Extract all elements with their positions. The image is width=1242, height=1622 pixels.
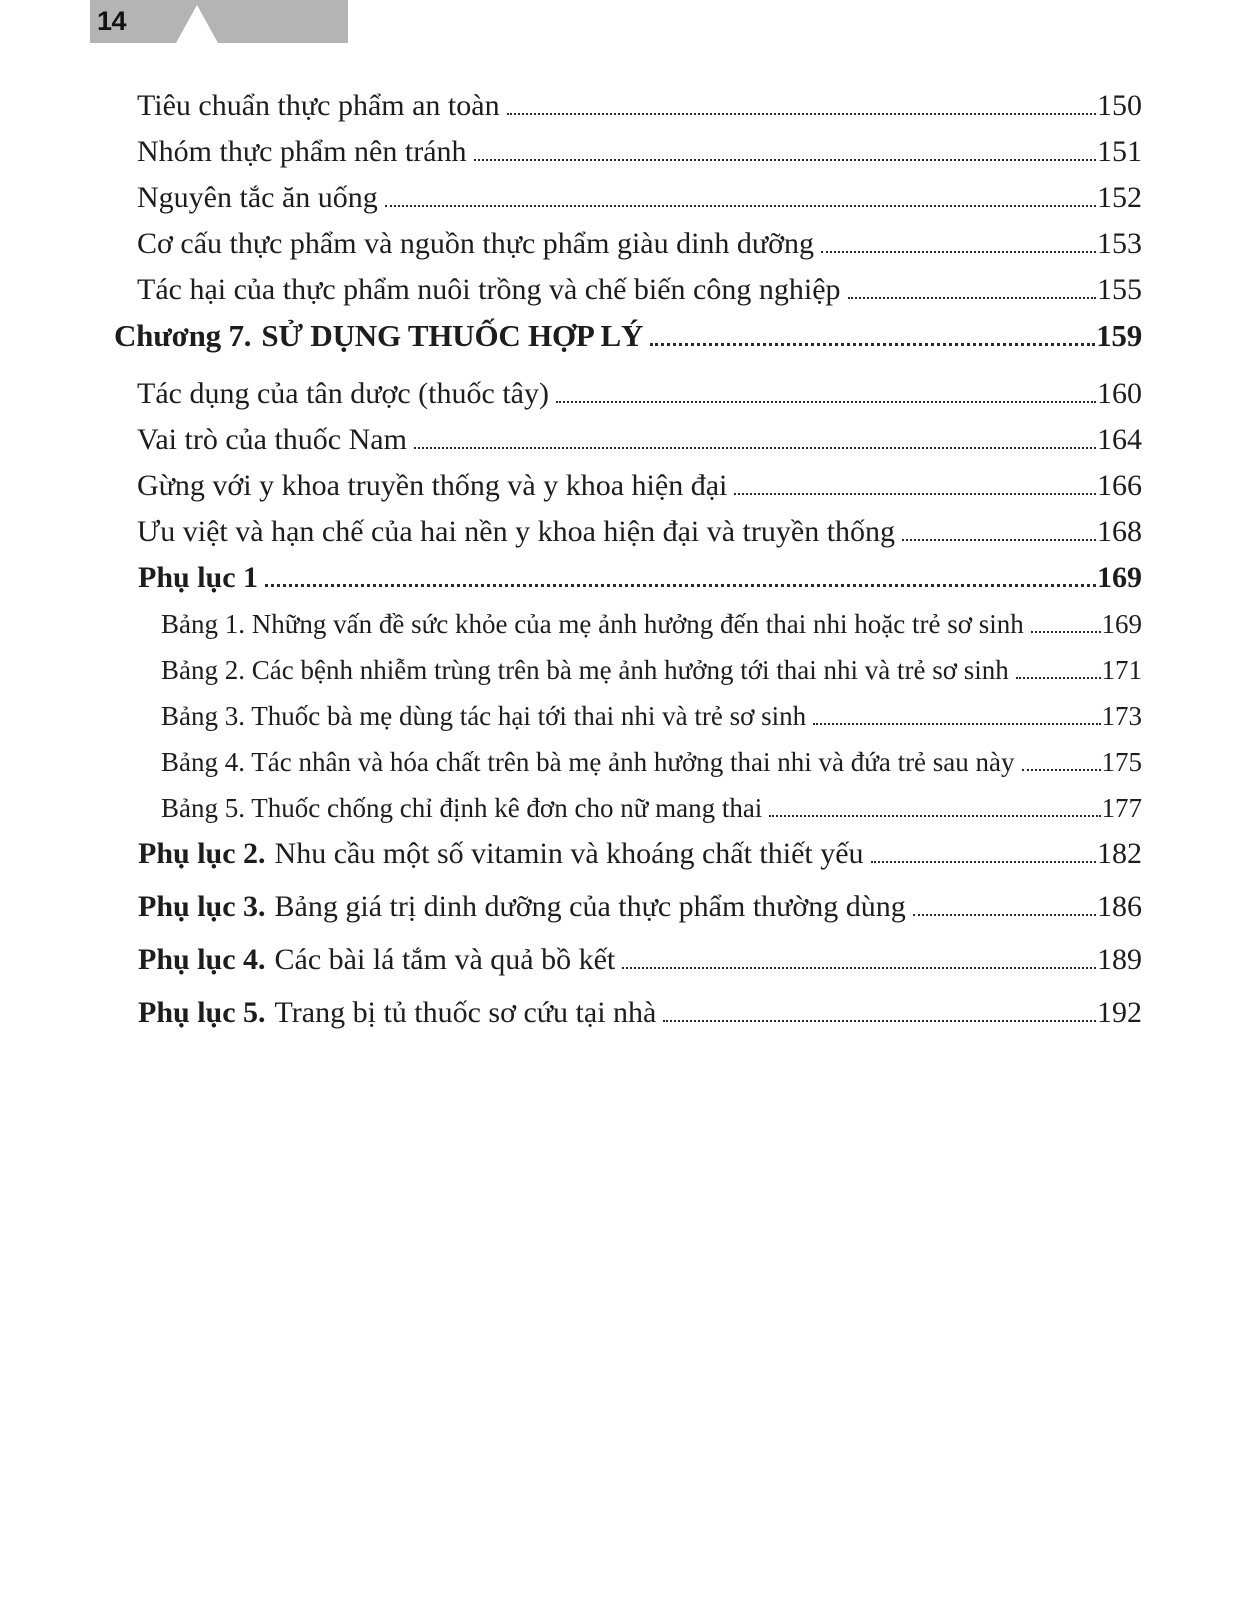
toc-entry-prefix: Phụ lục 5. [138,996,266,1029]
toc-entry-label: Ưu việt và hạn chế của hai nền y khoa hiện đại và truyền thống [137,515,896,548]
toc-entry-page: 151 [1097,135,1142,168]
dot-leader [1022,769,1101,771]
toc-entry-prefix: Chương 7. [114,318,252,353]
toc-entry-prefix: Phụ lục 4. [138,943,266,976]
dot-leader [871,861,1096,863]
toc-entry-label: Bảng 4. Tác nhân và hóa chất trên bà mẹ ảnh hưởng thai nhi và đứa trẻ sau này [161,747,1015,777]
toc-entry-page: 159 [1096,318,1142,353]
page-header-bar [90,0,348,43]
toc-entry [138,891,1142,923]
toc-entry [137,274,1142,306]
toc-entry [137,424,1142,456]
toc-entry-page: 175 [1101,747,1142,777]
toc-entry-label: Gừng với y khoa truyền thống và y khoa hiện đại [137,469,728,502]
toc-entry [114,320,1142,352]
dot-leader [1031,631,1101,633]
toc-entry-page: 152 [1097,181,1142,214]
toc-entry-page: 177 [1101,793,1142,823]
toc-entry [138,944,1142,976]
dot-leader [848,297,1096,299]
toc-entry-page: 164 [1097,423,1142,456]
toc-entry-prefix: Phụ lục 1 [138,561,259,594]
toc-entry-prefix: Phụ lục 3. [138,890,266,923]
toc-entry [161,654,1142,686]
dot-leader [622,967,1096,969]
toc-entry-prefix: Phụ lục 2. [138,837,266,870]
dot-leader [813,723,1100,725]
dot-leader [769,815,1100,817]
toc-entry-label: Tiêu chuẩn thực phẩm an toàn [137,89,500,122]
dot-leader [650,343,1095,346]
dot-leader [474,159,1096,161]
toc-entry-label: Các bài lá tắm và quả bồ kết [274,943,616,976]
dot-leader [507,113,1096,115]
toc-entry-page: 168 [1097,515,1142,548]
toc-entry-label: Trang bị tủ thuốc sơ cứu tại nhà [274,996,657,1029]
toc-entry [137,90,1142,122]
toc-entry-page: 171 [1101,655,1142,685]
toc-entry-label: Bảng 2. Các bệnh nhiễm trùng trên bà mẹ ảnh hưởng tới thai nhi và trẻ sơ sinh [161,655,1009,685]
toc-entry [161,792,1142,824]
dot-leader [734,493,1096,495]
toc-entry [137,228,1142,260]
toc-entry-page: 160 [1097,377,1142,410]
toc-entry-page: 153 [1097,227,1142,260]
header-notch-icon [176,5,218,43]
toc-entry [137,136,1142,168]
page-number: 14 [97,6,127,36]
toc-entry-label: Tác hại của thực phẩm nuôi trồng và chế biến công nghiệp [137,273,841,306]
dot-leader [414,447,1096,449]
toc-entry [138,838,1142,870]
toc-entry-page: 150 [1097,89,1142,122]
toc-entry-label: Nguyên tắc ăn uống [137,181,378,214]
toc-entry [138,997,1142,1029]
toc-entry-label: SỬ DỤNG THUỐC HỢP LÝ [261,318,644,353]
toc-entry-label: Bảng 1. Những vấn đề sức khỏe của mẹ ảnh hưởng đến thai nhi hoặc trẻ sơ sinh [161,609,1024,639]
dot-leader [663,1020,1096,1022]
dot-leader [913,914,1096,916]
toc-entry-label: Nhu cầu một số vitamin và khoáng chất thiết yếu [274,837,864,870]
dot-leader [902,539,1096,541]
toc-entry-label: Nhóm thực phẩm nên tránh [137,135,467,168]
toc-entry-label: Cơ cấu thực phẩm và nguồn thực phẩm giàu dinh dưỡng [137,227,815,260]
dot-leader [265,584,1096,587]
toc-entry-page: 186 [1097,890,1142,923]
dot-leader [385,205,1096,207]
toc-entry-label: Vai trò của thuốc Nam [137,423,407,456]
toc-entry [138,562,1142,594]
toc-entry-label: Bảng 5. Thuốc chống chỉ định kê đơn cho nữ mang thai [161,793,763,823]
toc-entry [137,470,1142,502]
toc-entry [137,378,1142,410]
toc-entry-label: Bảng giá trị dinh dưỡng của thực phẩm thường dùng [274,890,906,923]
table-of-contents [0,90,1242,1050]
toc-entry [161,700,1142,732]
toc-entry-label: Bảng 3. Thuốc bà mẹ dùng tác hại tới thai nhi và trẻ sơ sinh [161,701,807,731]
toc-entry-page: 169 [1097,561,1142,594]
toc-entry-page: 169 [1101,609,1142,639]
toc-entry [161,746,1142,778]
toc-entry-page: 192 [1097,996,1142,1029]
dot-leader [1016,677,1101,679]
toc-entry-page: 166 [1097,469,1142,502]
toc-entry [161,608,1142,640]
toc-entry-label: Tác dụng của tân dược (thuốc tây) [137,377,549,410]
dot-leader [821,251,1096,253]
toc-entry [137,182,1142,214]
toc-entry [137,516,1142,548]
toc-entry-page: 173 [1101,701,1142,731]
toc-entry-page: 155 [1097,273,1142,306]
toc-entry-page: 189 [1097,943,1142,976]
dot-leader [556,401,1096,403]
toc-entry-page: 182 [1097,837,1142,870]
